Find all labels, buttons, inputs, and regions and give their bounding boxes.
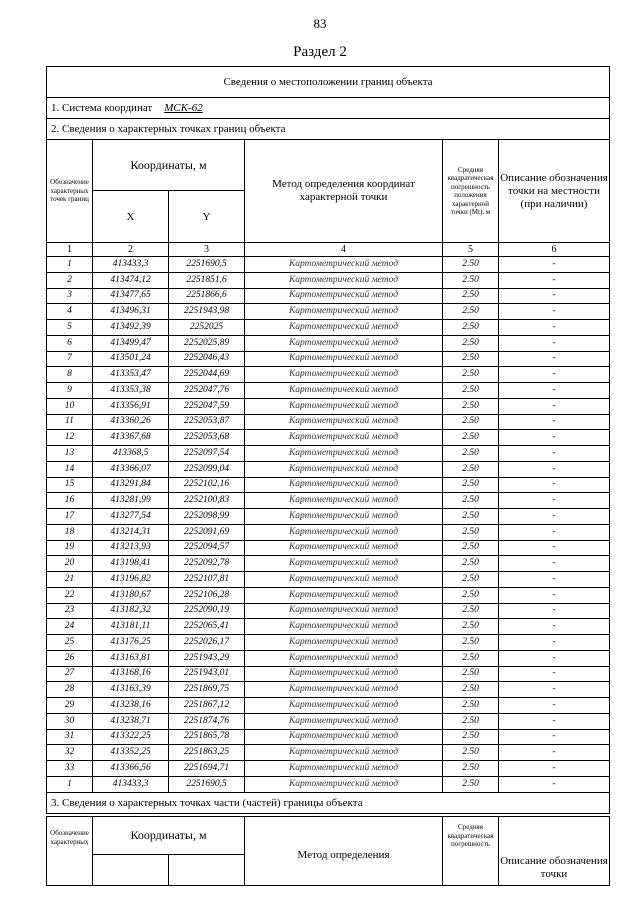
description-cell: - [499,367,610,383]
description-cell: - [499,446,610,462]
x-cell: 413281,99 [93,493,169,509]
method-cell: Картометрический метод [245,698,443,714]
method-cell: Картометрический метод [245,367,443,383]
method-cell: Картометрический метод [245,272,443,288]
y-cell: 2252098,99 [169,509,245,525]
sub-header-accuracy: Средняя квадратическая погрешность [443,817,499,886]
table-row [47,446,610,462]
table-row [47,398,610,414]
point-id-cell: 4 [47,304,93,320]
table-title: Сведения о местоположении границ объекта [47,67,610,98]
description-cell: - [499,351,610,367]
x-cell: 413433,3 [93,257,169,273]
point-id-cell: 1 [47,776,93,792]
accuracy-cell: 2.50 [443,698,499,714]
accuracy-cell: 2.50 [443,272,499,288]
accuracy-cell: 2.50 [443,524,499,540]
table-row [47,682,610,698]
point-id-cell: 26 [47,650,93,666]
table-row [47,776,610,792]
table-row [47,430,610,446]
x-cell: 413182,32 [93,603,169,619]
table-row [47,414,610,430]
x-cell: 413433,3 [93,776,169,792]
accuracy-cell: 2.50 [443,461,499,477]
x-cell: 413352,25 [93,745,169,761]
accuracy-cell: 2.50 [443,509,499,525]
coord-system-label: 1. Система координат [51,102,153,114]
x-cell: 413353,47 [93,367,169,383]
accuracy-cell: 2.50 [443,414,499,430]
point-id-cell: 16 [47,493,93,509]
y-cell: 2251863,25 [169,745,245,761]
description-cell: - [499,729,610,745]
method-cell: Картометрический метод [245,524,443,540]
description-cell: - [499,603,610,619]
y-cell: 2252053,87 [169,414,245,430]
y-cell: 2252097,54 [169,446,245,462]
x-cell: 413474,12 [93,272,169,288]
y-cell: 2251851,6 [169,272,245,288]
x-cell: 413501,24 [93,351,169,367]
x-cell: 413238,71 [93,713,169,729]
description-cell: - [499,540,610,556]
y-cell: 2252026,17 [169,635,245,651]
point-id-cell: 13 [47,446,93,462]
accuracy-cell: 2.50 [443,729,499,745]
table-row [47,335,610,351]
accuracy-cell: 2.50 [443,713,499,729]
x-cell: 413368,5 [93,446,169,462]
method-cell: Картометрический метод [245,587,443,603]
x-cell: 413238,16 [93,698,169,714]
point-id-cell: 28 [47,682,93,698]
method-cell: Картометрический метод [245,776,443,792]
method-cell: Картометрический метод [245,414,443,430]
table-row [47,351,610,367]
table-row [47,745,610,761]
description-cell: - [499,304,610,320]
method-cell: Картометрический метод [245,320,443,336]
section-title: Раздел 2 [293,44,347,60]
table-row [47,493,610,509]
point-id-cell: 19 [47,540,93,556]
point-id-cell: 6 [47,335,93,351]
point-id-cell: 12 [47,430,93,446]
accuracy-cell: 2.50 [443,477,499,493]
method-cell: Картометрический метод [245,288,443,304]
column-number: 3 [169,243,245,257]
method-cell: Картометрический метод [245,509,443,525]
y-cell: 2251874,76 [169,713,245,729]
accuracy-cell: 2.50 [443,619,499,635]
method-cell: Картометрический метод [245,398,443,414]
table-row [47,524,610,540]
x-cell: 413353,38 [93,383,169,399]
point-id-cell: 25 [47,635,93,651]
header-accuracy: Средняя квадратическая погрешность положения характерной точки (Mt), м [443,140,499,243]
y-cell: 2252053,68 [169,430,245,446]
accuracy-cell: 2.50 [443,320,499,336]
method-cell: Картометрический метод [245,572,443,588]
x-cell: 413277,54 [93,509,169,525]
point-id-cell: 23 [47,603,93,619]
accuracy-cell: 2.50 [443,635,499,651]
x-cell: 413499,47 [93,335,169,351]
x-cell: 413356,91 [93,398,169,414]
table-row [47,272,610,288]
parts-table [46,816,610,886]
accuracy-cell: 2.50 [443,745,499,761]
description-cell: - [499,257,610,273]
description-cell: - [499,383,610,399]
y-cell: 2252102,16 [169,477,245,493]
point-id-cell: 17 [47,509,93,525]
point-id-cell: 20 [47,556,93,572]
point-id-cell: 15 [47,477,93,493]
method-cell: Картометрический метод [245,666,443,682]
accuracy-cell: 2.50 [443,572,499,588]
description-cell: - [499,587,610,603]
x-cell: 413181,11 [93,619,169,635]
description-cell: - [499,745,610,761]
y-cell: 2251943,98 [169,304,245,320]
method-cell: Картометрический метод [245,493,443,509]
accuracy-cell: 2.50 [443,650,499,666]
x-cell: 413366,56 [93,761,169,777]
accuracy-cell: 2.50 [443,556,499,572]
x-cell: 413163,81 [93,650,169,666]
description-cell: - [499,461,610,477]
table-row [47,713,610,729]
table-row [47,304,610,320]
points-section-title: 2. Сведения о характерных точках границ объекта [47,119,610,140]
x-cell: 413163,39 [93,682,169,698]
header-method: Метод определения координат характерной точки [245,140,443,243]
accuracy-cell: 2.50 [443,493,499,509]
table-row [47,320,610,336]
header-y: Y [169,191,245,243]
column-number: 1 [47,243,93,257]
sub-header-point-designation: Обозначение характерных [47,817,93,886]
column-number: 2 [93,243,169,257]
method-cell: Картометрический метод [245,430,443,446]
accuracy-cell: 2.50 [443,288,499,304]
x-cell: 413291,84 [93,477,169,493]
point-id-cell: 14 [47,461,93,477]
header-x: X [93,191,169,243]
description-cell: - [499,414,610,430]
x-cell: 413360,26 [93,414,169,430]
y-cell: 2251943,01 [169,666,245,682]
description-cell: - [499,682,610,698]
y-cell: 2252044,69 [169,367,245,383]
sub-header-coordinates: Координаты, м [93,817,245,855]
x-cell: 413196,82 [93,572,169,588]
point-id-cell: 29 [47,698,93,714]
header-coordinates: Координаты, м [93,140,245,191]
method-cell: Картометрический метод [245,257,443,273]
accuracy-cell: 2.50 [443,351,499,367]
y-cell: 2251867,12 [169,698,245,714]
description-cell: - [499,619,610,635]
table-row [47,461,610,477]
sub-header-x [93,855,169,886]
description-cell: - [499,666,610,682]
x-cell: 413322,25 [93,729,169,745]
method-cell: Картометрический метод [245,713,443,729]
coord-system-value: МСК-62 [164,102,203,114]
page-number: 83 [313,16,327,31]
point-id-cell: 33 [47,761,93,777]
method-cell: Картометрический метод [245,603,443,619]
accuracy-cell: 2.50 [443,383,499,399]
y-cell: 2252046,43 [169,351,245,367]
y-cell: 2251943,29 [169,650,245,666]
y-cell: 2251690,5 [169,776,245,792]
description-cell: - [499,477,610,493]
accuracy-cell: 2.50 [443,603,499,619]
accuracy-cell: 2.50 [443,398,499,414]
table-row [47,603,610,619]
parts-section-title: 3. Сведения о характерных точках части (частей) границы объекта [47,792,610,813]
method-cell: Картометрический метод [245,477,443,493]
y-cell: 2252091,69 [169,524,245,540]
table-row [47,650,610,666]
point-id-cell: 21 [47,572,93,588]
table-row [47,635,610,651]
x-cell: 413176,25 [93,635,169,651]
point-id-cell: 8 [47,367,93,383]
coord-system-row [47,98,610,119]
table-row [47,572,610,588]
x-cell: 413367,68 [93,430,169,446]
description-cell: - [499,572,610,588]
x-cell: 413366,07 [93,461,169,477]
x-cell: 413168,16 [93,666,169,682]
x-cell: 413492,39 [93,320,169,336]
accuracy-cell: 2.50 [443,304,499,320]
y-cell: 2251869,75 [169,682,245,698]
method-cell: Картометрический метод [245,745,443,761]
accuracy-cell: 2.50 [443,761,499,777]
method-cell: Картометрический метод [245,619,443,635]
point-id-cell: 32 [47,745,93,761]
y-cell: 2252025 [169,320,245,336]
description-cell: - [499,320,610,336]
description-cell: - [499,524,610,540]
method-cell: Картометрический метод [245,635,443,651]
accuracy-cell: 2.50 [443,257,499,273]
point-id-cell: 10 [47,398,93,414]
column-number: 4 [245,243,443,257]
point-id-cell: 7 [47,351,93,367]
table-row [47,666,610,682]
description-cell: - [499,650,610,666]
description-cell: - [499,509,610,525]
table-row [47,288,610,304]
x-cell: 413496,31 [93,304,169,320]
x-cell: 413180,67 [93,587,169,603]
method-cell: Картометрический метод [245,650,443,666]
x-cell: 413213,93 [93,540,169,556]
description-cell: - [499,556,610,572]
accuracy-cell: 2.50 [443,666,499,682]
point-id-cell: 27 [47,666,93,682]
column-number: 6 [499,243,610,257]
method-cell: Картометрический метод [245,556,443,572]
method-cell: Картометрический метод [245,446,443,462]
y-cell: 2251694,71 [169,761,245,777]
header-description: Описание обозначения точки на местности (при наличии) [499,140,610,243]
point-id-cell: 3 [47,288,93,304]
y-cell: 2252094,57 [169,540,245,556]
method-cell: Картометрический метод [245,682,443,698]
table-row [47,619,610,635]
header-point-designation: Обозначение характерных точек границ [47,140,93,243]
y-cell: 2252107,81 [169,572,245,588]
column-number-row [47,243,610,257]
method-cell: Картометрический метод [245,540,443,556]
accuracy-cell: 2.50 [443,540,499,556]
method-cell: Картометрический метод [245,461,443,477]
table-row [47,698,610,714]
description-cell: - [499,288,610,304]
x-cell: 413477,65 [93,288,169,304]
sub-header-description: Описание обозначения точки [499,817,610,886]
point-id-cell: 30 [47,713,93,729]
accuracy-cell: 2.50 [443,682,499,698]
table-row [47,540,610,556]
y-cell: 2252092,78 [169,556,245,572]
boundary-table [46,66,610,814]
y-cell: 2252100,83 [169,493,245,509]
table-row [47,729,610,745]
accuracy-cell: 2.50 [443,367,499,383]
table-row [47,367,610,383]
y-cell: 2252106,28 [169,587,245,603]
table-row [47,383,610,399]
method-cell: Картометрический метод [245,335,443,351]
description-cell: - [499,761,610,777]
point-id-cell: 24 [47,619,93,635]
table-row [47,587,610,603]
table-row [47,509,610,525]
description-cell: - [499,776,610,792]
table-row [47,761,610,777]
description-cell: - [499,398,610,414]
y-cell: 2251866,6 [169,288,245,304]
x-cell: 413198,41 [93,556,169,572]
sub-header-method: Метод определения [245,817,443,886]
sub-header-y [169,855,245,886]
y-cell: 2251690,5 [169,257,245,273]
column-number: 5 [443,243,499,257]
accuracy-cell: 2.50 [443,587,499,603]
table-row [47,257,610,273]
description-cell: - [499,698,610,714]
description-cell: - [499,635,610,651]
y-cell: 2252047,76 [169,383,245,399]
description-cell: - [499,335,610,351]
accuracy-cell: 2.50 [443,430,499,446]
method-cell: Картометрический метод [245,351,443,367]
accuracy-cell: 2.50 [443,335,499,351]
point-id-cell: 2 [47,272,93,288]
x-cell: 413214,31 [93,524,169,540]
accuracy-cell: 2.50 [443,776,499,792]
y-cell: 2252025,89 [169,335,245,351]
point-id-cell: 1 [47,257,93,273]
y-cell: 2252065,41 [169,619,245,635]
point-id-cell: 11 [47,414,93,430]
point-id-cell: 31 [47,729,93,745]
point-id-cell: 18 [47,524,93,540]
description-cell: - [499,493,610,509]
y-cell: 2252090,19 [169,603,245,619]
method-cell: Картометрический метод [245,383,443,399]
point-id-cell: 22 [47,587,93,603]
accuracy-cell: 2.50 [443,446,499,462]
description-cell: - [499,430,610,446]
method-cell: Картометрический метод [245,304,443,320]
method-cell: Картометрический метод [245,729,443,745]
y-cell: 2251865,78 [169,729,245,745]
table-row [47,477,610,493]
point-id-cell: 5 [47,320,93,336]
point-id-cell: 9 [47,383,93,399]
y-cell: 2252099,04 [169,461,245,477]
description-cell: - [499,272,610,288]
description-cell: - [499,713,610,729]
method-cell: Картометрический метод [245,761,443,777]
table-row [47,556,610,572]
y-cell: 2252047,59 [169,398,245,414]
